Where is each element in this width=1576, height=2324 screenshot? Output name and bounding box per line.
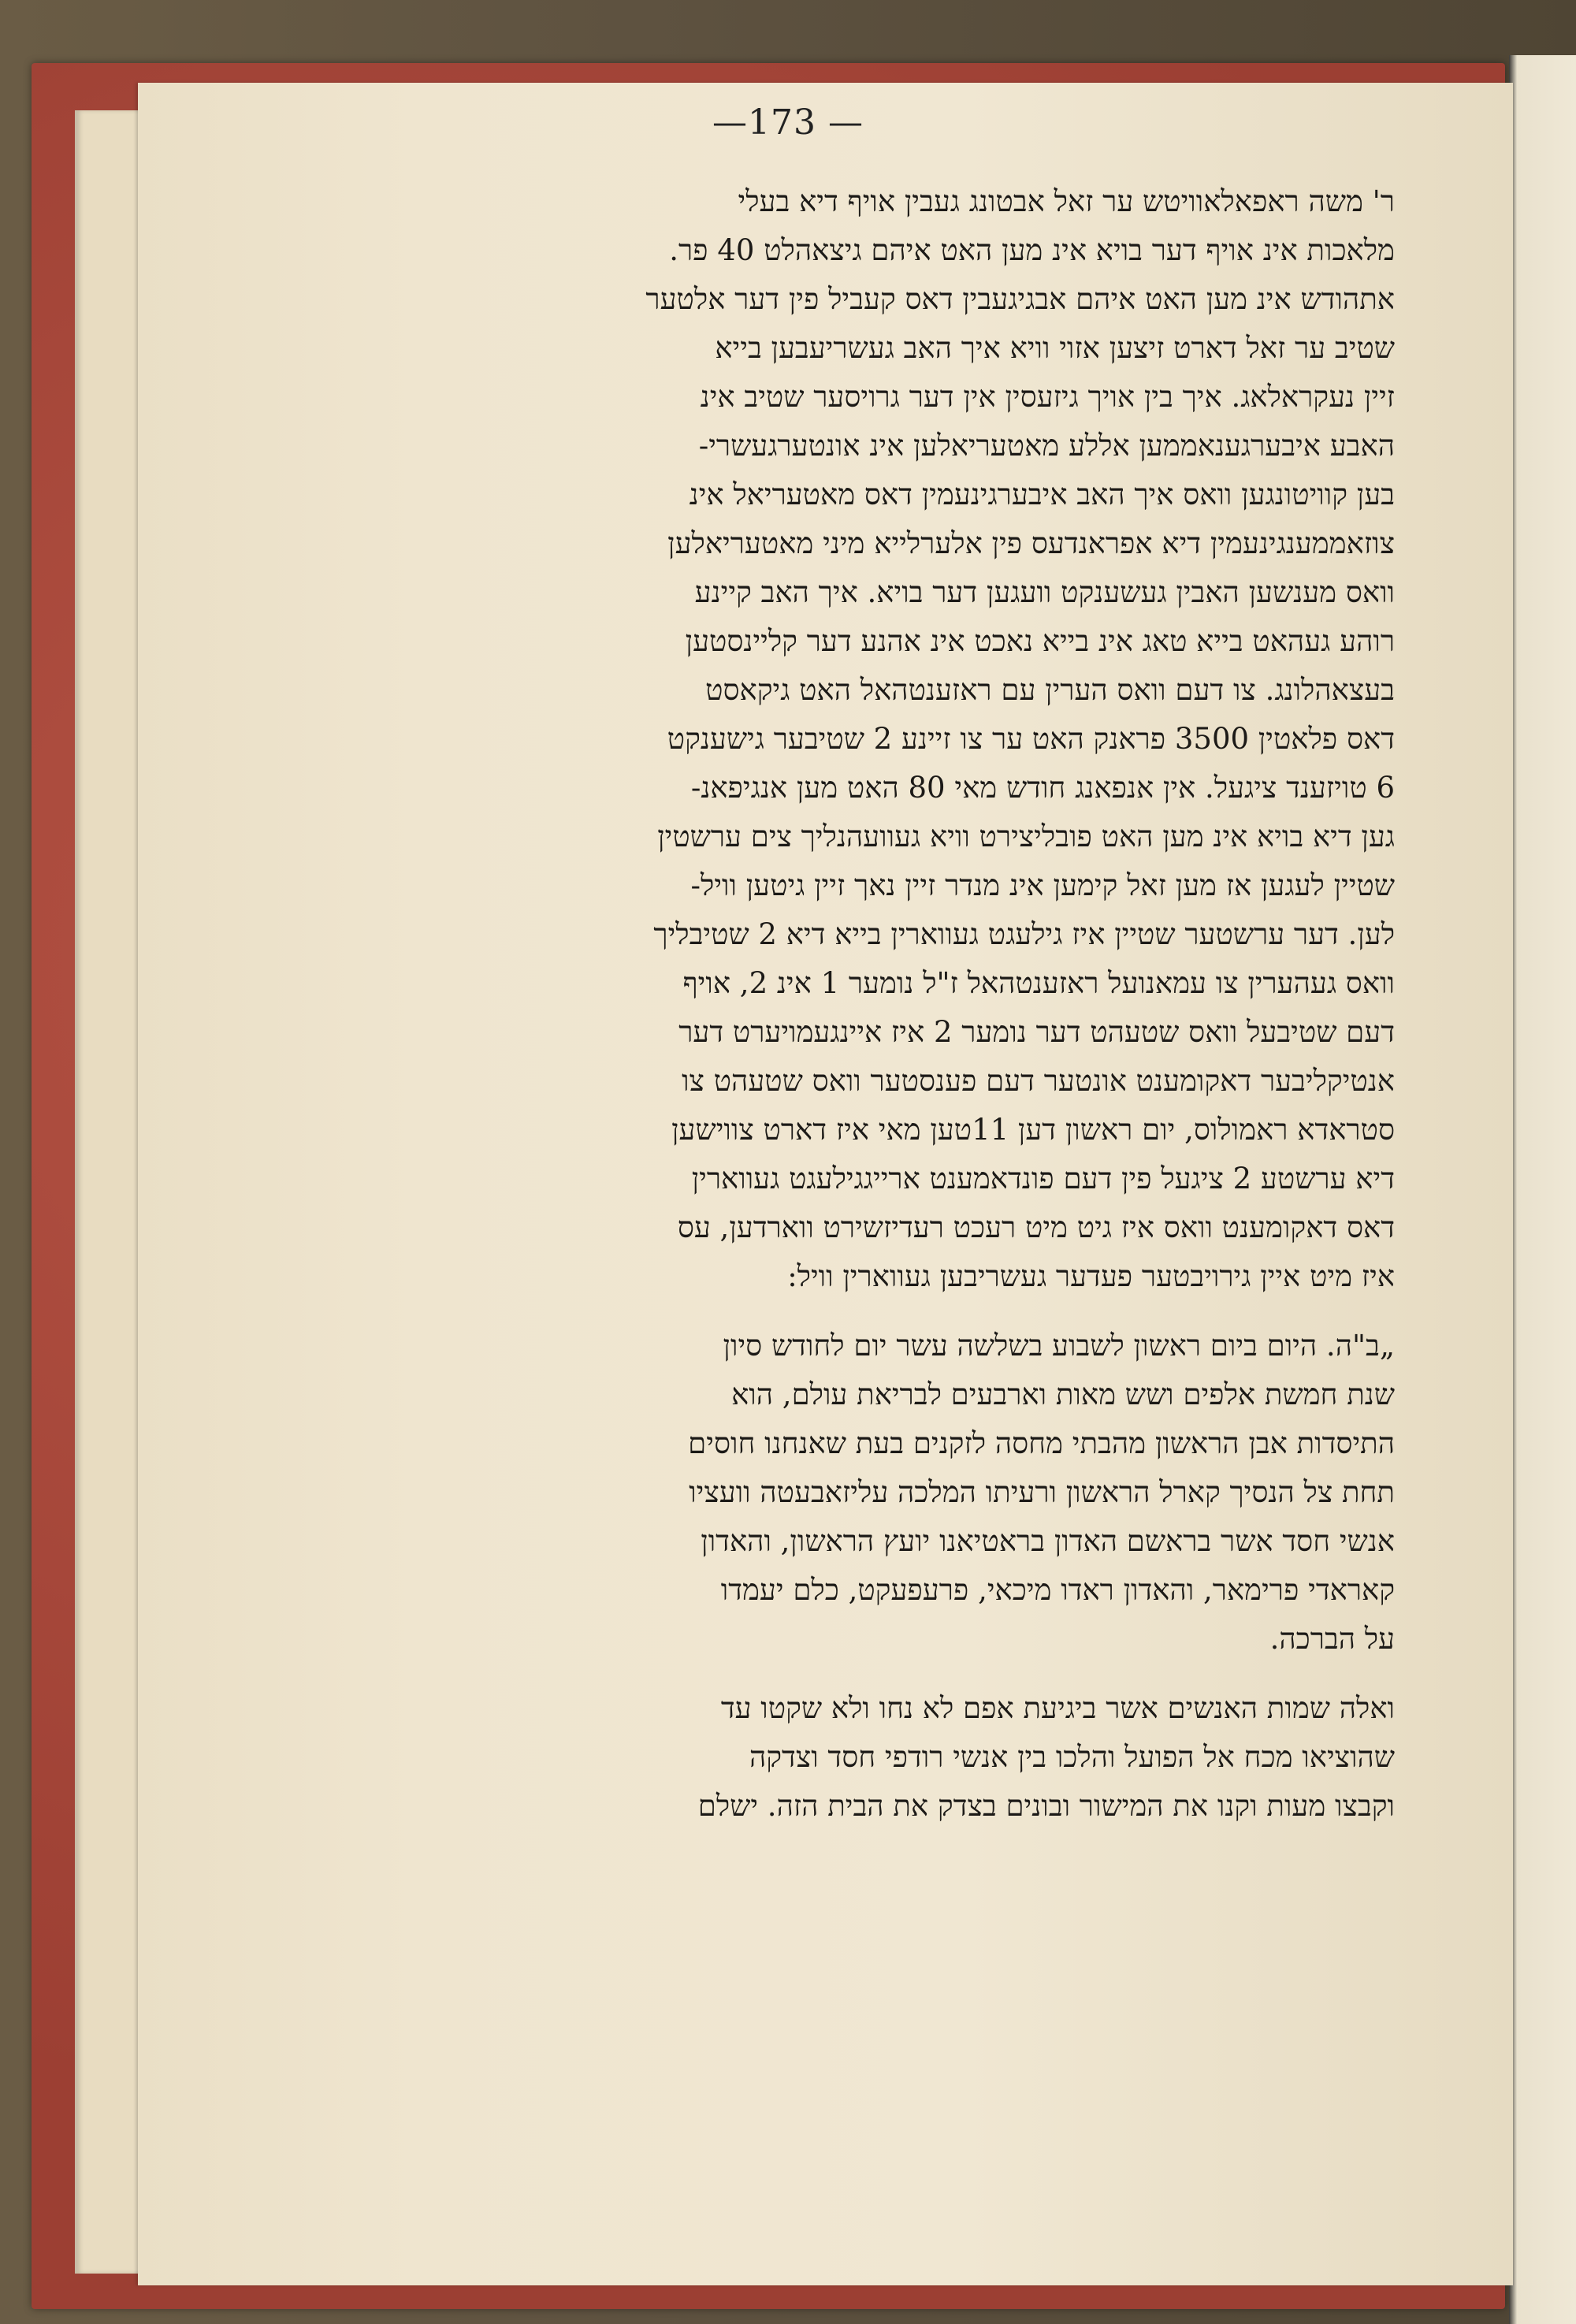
- paragraph-gap: [307, 1301, 1395, 1322]
- text-line: בעצאהלונג. צו דעם וואס הערין עם ראזענטהאל האט גיקאסט: [705, 673, 1395, 707]
- text-line: בען קוויטונגען וואס איך האב איבערגינעמין דאס מאטעריאל אינ: [689, 478, 1395, 511]
- text-line: האבע איבערגענאממען אללע מאטעריאלען אינ אונטערגעשרי-: [698, 429, 1395, 463]
- text-line: לען. דער ערשטער שטיין איז גילעגט געווארין בייא דיא 2 שטיבליך: [653, 917, 1395, 951]
- text-line: דאס פלאטין 3500 פראנק האט ער צו זיינע 2 שטיבער גישענקט: [667, 722, 1395, 756]
- text-line: תחת צל הנסיך קארל הראשון ורעיתו המלכה עליזאבעטה וועציו: [689, 1475, 1395, 1509]
- text-line: דאס דאקומענט וואס איז גיט מיט רעכט רעדיזשירט ווארדען, עס: [677, 1210, 1395, 1244]
- text-line: וואס געהערין צו עמאנועל ראזענטהאל ז"ל נומער 1 אינ 2, אויף: [682, 966, 1395, 1000]
- text-line: אנשי חסד אשר בראשם האדון בראטיאנו יועץ הראשון, והאדון: [701, 1524, 1395, 1558]
- facing-page-edge: [1509, 55, 1576, 2324]
- text-line: רוהע געהאט בייא טאג אינ בייא נאכט אינ אהנע דער קליינסטען: [685, 624, 1395, 658]
- paragraph-gap: [307, 1664, 1395, 1684]
- text-line: צוזאממענגינעמין דיא אפראנדעס פין אלערלייא מיני מאטעריאלען: [667, 526, 1395, 560]
- text-line: ר' משה ראפאלאוויטש ער זאל אבטונג געבין אויף דיא בעלי: [738, 184, 1395, 218]
- page-number: —173 —: [712, 102, 864, 143]
- text-line: וקבצו מעות וקנו את המישור ובונים בצדק את הבית הזה. ישלם: [697, 1789, 1395, 1823]
- text-line: דיא ערשטע 2 ציגעל פין דעם פונדאמענט ארייגגילעגט געווארין: [691, 1162, 1395, 1195]
- text-line: אנטיקליבער דאקומענט אונטער דעם פענסטער וואס שטעהט צו: [682, 1064, 1395, 1098]
- text-line: אתהודש אינ מען האט איהם אבגיגעבין דאס קעביל פין דער אלטער: [645, 282, 1395, 316]
- text-line: סטראדא ראמולוס, יום ראשון דען 11טען מאי איז דארט צווישען: [671, 1113, 1395, 1147]
- text-line: קאראדי פרימאר, והאדון ראדו מיכאי, פרעפעקט, כלם יעמדו: [720, 1573, 1395, 1607]
- text-line: 6 טויזענד ציגעל. אין אנפאנג חודש מאי 80 האט מען אנגיפאנ-: [690, 771, 1395, 805]
- text-line: זיין נעקראלאג. איך בין אויך גיזעסין אין דער גרויסער שטיב אינ: [700, 380, 1395, 414]
- page-text: [307, 177, 1395, 1831]
- text-line: איז מיט איין גירויבטער פעדער געשריבען געווארין וויל:: [787, 1259, 1395, 1293]
- text-line: מלאכות אינ אויף דער בויא אינ מען האט איהם גיצאהלט 40 פר.: [669, 233, 1395, 267]
- text-line: „ב"ה. היום ביום ראשון לשבוע בשלשה עשר יום לחודש סיון: [723, 1329, 1395, 1363]
- text-line: על הברכה.: [1269, 1622, 1395, 1656]
- text-line: שטיב ער זאל דארט זיצען אזוי וויא איך האב געשריעבען בייא: [715, 331, 1395, 365]
- yiddish-paragraph: [307, 177, 1395, 1301]
- text-line: ואלה שמות האנשים אשר ביגיעת אפם לא נחו ולא שקטו עד: [720, 1691, 1395, 1725]
- hebrew-paragraph-document: [307, 1322, 1395, 1664]
- text-line: שטיין לעגען אז מען זאל קימען אינ מנדר זיין נאך זיין גיטען וויל-: [690, 868, 1395, 902]
- text-line: דעם שטיבעל וואס שטעהט דער נומער 2 איז איינגעמויערט דער: [678, 1015, 1395, 1049]
- text-line: שהוציאו מכח אל הפועל והלכו בין אנשי רודפי חסד וצדקה: [749, 1740, 1395, 1774]
- text-line: שנת חמשת אלפים ושש מאות וארבעים לבריאת עולם, הוא: [731, 1378, 1395, 1411]
- hebrew-paragraph-names: [307, 1684, 1395, 1831]
- text-line: וואס מענשען האבין געשענקט וועגען דער בויא. איך האב קיינע: [694, 575, 1395, 609]
- text-line: התיסדות אבן הראשון מהבתי מחסה לזקנים בעת שאנחנו חוסים: [688, 1426, 1395, 1460]
- text-line: גען דיא בויא אינ מען האט פובליצירט וויא געוועהנליך צים ערשטין: [657, 820, 1395, 853]
